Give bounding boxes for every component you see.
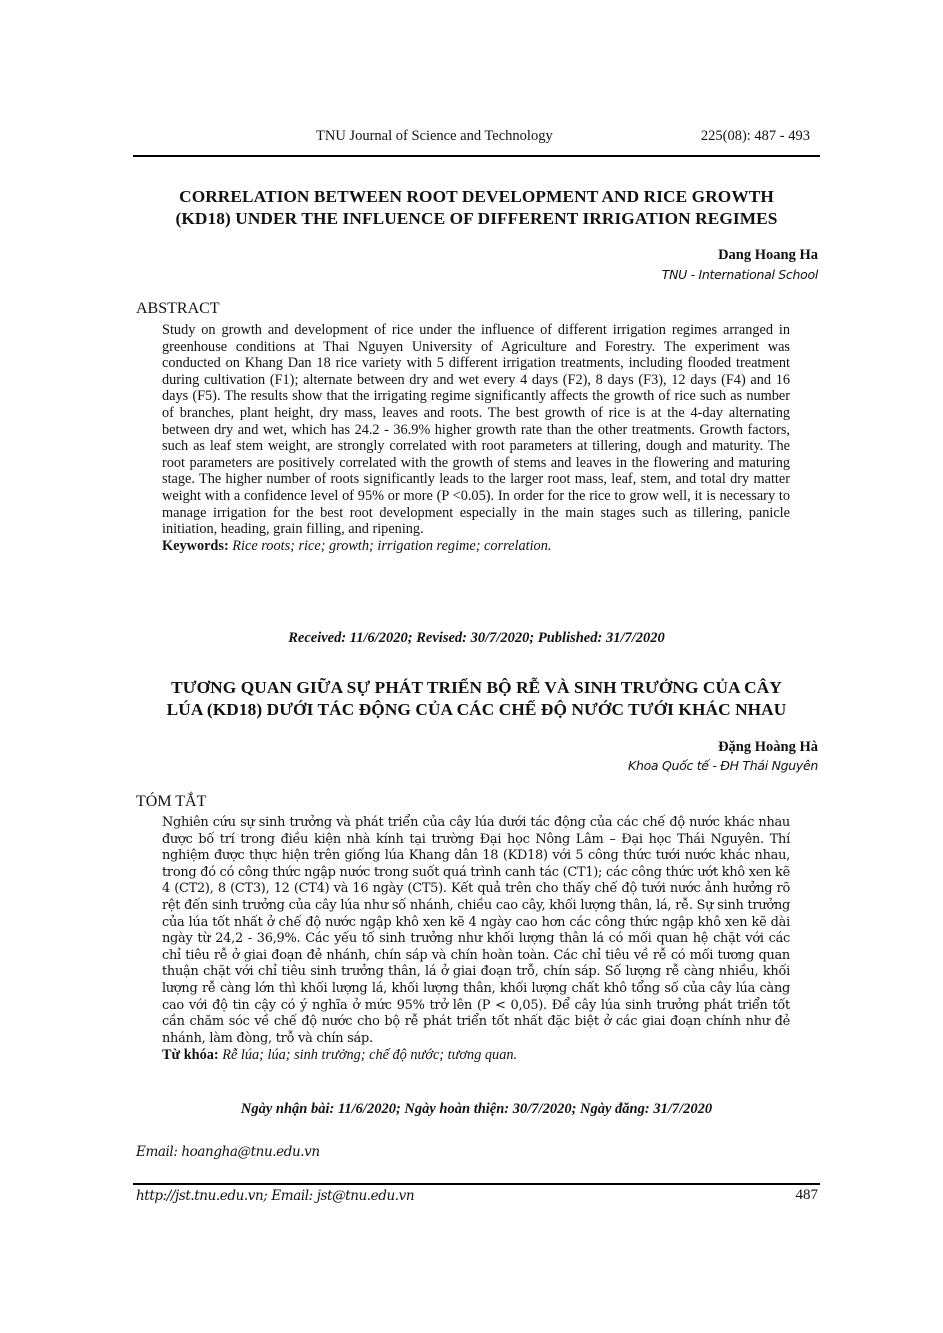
english-title-line-1: CORRELATION BETWEEN ROOT DEVELOPMENT AND RICE GROWTH <box>179 187 774 206</box>
keywords-label: Keywords: <box>162 537 229 554</box>
english-title <box>133 186 820 230</box>
keywords-values: Rice roots; rice; growth; irrigation regime; correlation. <box>232 537 552 554</box>
english-author: Dang Hoang Ha <box>718 247 818 263</box>
page-number: 487 <box>795 1187 818 1203</box>
english-keywords <box>162 538 790 555</box>
tomtat-heading: TÓM TẮT <box>136 793 207 810</box>
volume-pages: 225(08): 487 - 493 <box>700 128 810 144</box>
vietnamese-dates: Ngày nhận bài: 11/6/2020; Ngày hoàn thiện: 30/7/2020; Ngày đăng: 31/7/2020 <box>240 1101 713 1117</box>
header-divider <box>133 155 820 157</box>
footer-divider <box>133 1183 820 1185</box>
abstract-text: Study on growth and development of rice under the influence of different irrigation regimes arranged in greenhouse conditions at Thai Nguyen University of Agriculture and Forestry. The experiment was conducted on Khang Dan 18 rice variety with 5 different irrigation treatments, including flooded treatment during cultivation (F1); alternate between dry and wet every 4 days (F2), 8 days (F3), 12 days (F4) and 16 days (F5). The results show that the irrigating regime significantly affects the growth of rice such as number of branches, plant height, dry mass, leaves and roots. The best growth of rice is at the 4-day alternating between dry and wet, which has 24.2 - 36.9% higher growth rate than the other treatments. Growth factors, such as leaf stem weight, are strongly correlated with root parameters at tillering, dough and maturity. The root parameters are positively correlated with the growth of stems and leaves in the flowering and maturing stage. The higher number of roots significantly leads to the larger root mass, leaf, stem, and total dry matter weight with a confidence level of 95% or more (P <0.05). In order for the rice to grow well, it is necessary to manage irrigation for the best root development especially in the main stages such as tillering, panicle initiation, heading, grain filling, and ripening. <box>162 322 790 538</box>
vietnamese-title-line-2: LÚA (KD18) DƯỚI TÁC ĐỘNG CỦA CÁC CHẾ ĐỘ NƯỚC TƯỚI KHÁC NHAU <box>166 700 787 719</box>
vietnamese-keywords <box>162 1047 790 1064</box>
vietnamese-title <box>133 677 820 721</box>
journal-name: TNU Journal of Science and Technology <box>316 128 553 144</box>
abstract-heading: ABSTRACT <box>136 300 220 317</box>
english-dates: Received: 11/6/2020; Revised: 30/7/2020; Published: 31/7/2020 <box>288 630 665 646</box>
tomtat-section <box>162 815 790 1064</box>
tukhoa-values: Rễ lúa; lúa; sinh trưởng; chế độ nước; tương quan. <box>222 1047 518 1064</box>
tomtat-text: Nghiên cứu sự sinh trưởng và phát triển của cây lúa dưới tác động của các chế độ nước khác nhau được bố trí trong điều kiện nhà kính tại trường Đại học Nông Lâm – Đại học Thái Nguyên. Thí nghiệm được thực hiện trên giống lúa Khang dân 18 (KD18) với 5 công thức tưới nước khác nhau, trong đó có công thức ngập nước trong suốt quá trình canh tác (CT1); các công thức ướt khô xen kẽ 4 (CT2), 8 (CT3), 12 (CT4) và 16 ngày (CT5). Kết quả trên cho thấy chế độ tưới nước ảnh hưởng rõ rệt đến sinh trưởng của cây lúa như số nhánh, chiều cao cây, khối lượng thân, lá, rễ. Sự sinh trưởng của lúa tốt nhất ở chế độ nước ngập khô xen kẽ 4 ngày cao hơn các công thức ngập khô xen kẽ dài ngày từ 24,2 - 36,9%. Các yếu tố sinh trưởng như khối lượng thân lá có mối quan hệ chặt với các chỉ tiêu rễ ở giai đoạn đẻ nhánh, chín sáp và chín hoàn toàn. Các chỉ tiêu về rễ có mối tương quan thuận chặt với chỉ tiêu sinh trưởng thân, lá ở giai đoạn trỗ, chín sáp. Số lượng rễ càng nhiều, khối lượng rễ càng lớn thì khối lượng lá, khối lượng thân, khối lượng chất khô tổng số của cây lúa càng cao với độ tin cậy có ý nghĩa ở mức 95% trở lên (P < 0,05). Để cây lúa sinh trưởng phát triển tốt cần chăm sóc về chế độ nước cho bộ rễ phát triển tốt nhất đặc biệt ở các giai đoạn chính như đẻ nhánh, làm đòng, trỗ và chín sáp. <box>162 815 790 1046</box>
author-email[interactable]: Email: hoangha@tnu.edu.vn <box>136 1144 320 1160</box>
abstract-section <box>162 322 790 554</box>
english-title-line-2: (KD18) UNDER THE INFLUENCE OF DIFFERENT IRRIGATION REGIMES <box>175 209 778 228</box>
vietnamese-affiliation: Khoa Quốc tế - ĐH Thái Nguyên <box>628 758 818 773</box>
vietnamese-title-line-1: TƯƠNG QUAN GIỮA SỰ PHÁT TRIỂN BỘ RỄ VÀ SINH TRƯỞNG CỦA CÂY <box>171 678 782 697</box>
tukhoa-label: Từ khóa: <box>162 1047 219 1064</box>
vietnamese-author: Đặng Hoàng Hà <box>718 739 818 755</box>
footer-links[interactable]: http://jst.tnu.edu.vn; Email: jst@tnu.edu.vn <box>136 1188 415 1204</box>
english-affiliation: TNU - International School <box>661 267 818 282</box>
